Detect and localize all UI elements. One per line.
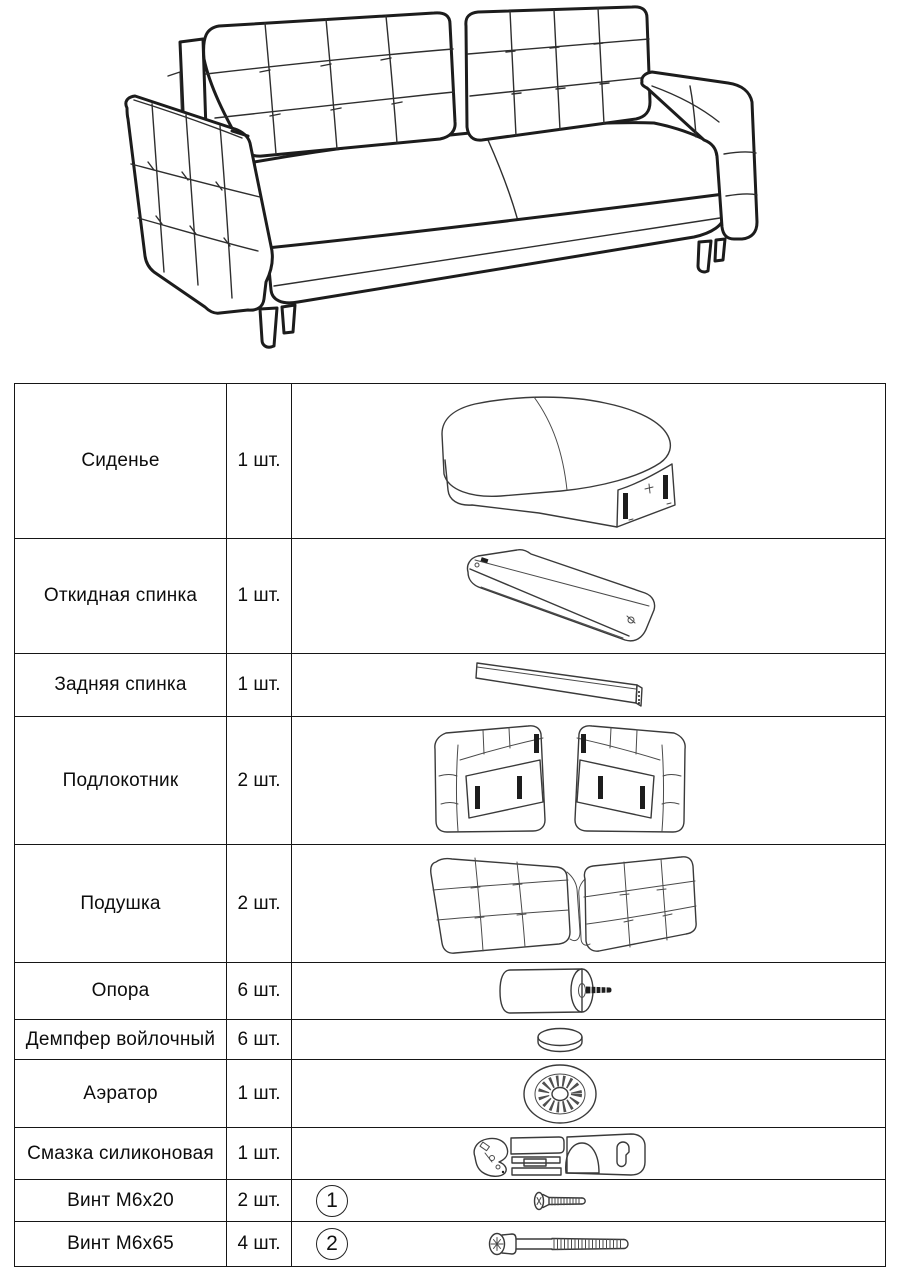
part-quantity: 1 шт. <box>227 539 292 654</box>
table-row-screw-m6x20 <box>15 1180 886 1222</box>
part-quantity: 2 шт. <box>227 845 292 963</box>
part-quantity: 6 шт. <box>227 963 292 1020</box>
part-name: Винт М6х65 <box>15 1222 227 1267</box>
screw-m6x65-drawing-icon <box>488 1232 632 1256</box>
part-image-cell <box>292 1060 886 1128</box>
part-quantity: 1 шт. <box>227 384 292 539</box>
callout-number-1: 1 <box>316 1185 348 1217</box>
callout-number-2: 2 <box>316 1228 348 1260</box>
table-row-folding-backrest <box>15 539 886 654</box>
table-row-armrest <box>15 717 886 845</box>
felt-damper-drawing-icon <box>536 1026 584 1053</box>
screw-m6x20-drawing-icon <box>532 1191 588 1211</box>
seat-drawing-icon <box>439 392 681 530</box>
part-image-cell <box>292 845 886 963</box>
table-row-aerator <box>15 1060 886 1128</box>
part-name: Аэратор <box>15 1060 227 1128</box>
leg-support-drawing-icon <box>498 966 622 1016</box>
part-name: Откидная спинка <box>15 539 227 654</box>
part-name: Винт М6х20 <box>15 1180 227 1222</box>
part-quantity: 1 шт. <box>227 654 292 717</box>
parts-table <box>14 383 886 1267</box>
table-row-seat <box>15 384 886 539</box>
part-quantity: 6 шт. <box>227 1020 292 1060</box>
table-row-screw-m6x65 <box>15 1222 886 1267</box>
part-image-cell <box>292 1020 886 1060</box>
part-name: Подушка <box>15 845 227 963</box>
rear-back-panel-drawing-icon <box>471 658 649 712</box>
table-row-rear-back-panel <box>15 654 886 717</box>
sofa-illustration <box>114 4 776 352</box>
cushion-pair-drawing-icon <box>419 852 701 956</box>
part-name: Задняя спинка <box>15 654 227 717</box>
part-quantity: 1 шт. <box>227 1060 292 1128</box>
part-name: Подлокотник <box>15 717 227 845</box>
part-image-cell <box>292 1128 886 1180</box>
table-row-felt-damper <box>15 1020 886 1060</box>
folding-backrest-drawing-icon <box>459 546 661 646</box>
armrest-pair-drawing-icon <box>431 724 689 838</box>
part-image-cell <box>292 539 886 654</box>
sofa-line-drawing-icon <box>114 4 776 352</box>
part-name: Демпфер войлочный <box>15 1020 227 1060</box>
table-row-leg-support <box>15 963 886 1020</box>
part-image-cell <box>292 654 886 717</box>
part-quantity: 2 шт. <box>227 717 292 845</box>
part-image-cell <box>292 717 886 845</box>
part-image-cell <box>292 384 886 539</box>
part-image-cell <box>292 963 886 1020</box>
part-quantity: 2 шт. <box>227 1180 292 1222</box>
aerator-drawing-icon <box>522 1063 598 1125</box>
table-row-cushion <box>15 845 886 963</box>
part-name: Смазка силиконовая <box>15 1128 227 1180</box>
part-quantity: 4 шт. <box>227 1222 292 1267</box>
part-image-cell <box>292 1222 886 1267</box>
part-image-cell <box>292 1180 886 1222</box>
part-quantity: 1 шт. <box>227 1128 292 1180</box>
part-name: Опора <box>15 963 227 1020</box>
part-name: Сиденье <box>15 384 227 539</box>
silicone-grease-drawing-icon <box>471 1131 649 1177</box>
table-row-silicone-grease <box>15 1128 886 1180</box>
